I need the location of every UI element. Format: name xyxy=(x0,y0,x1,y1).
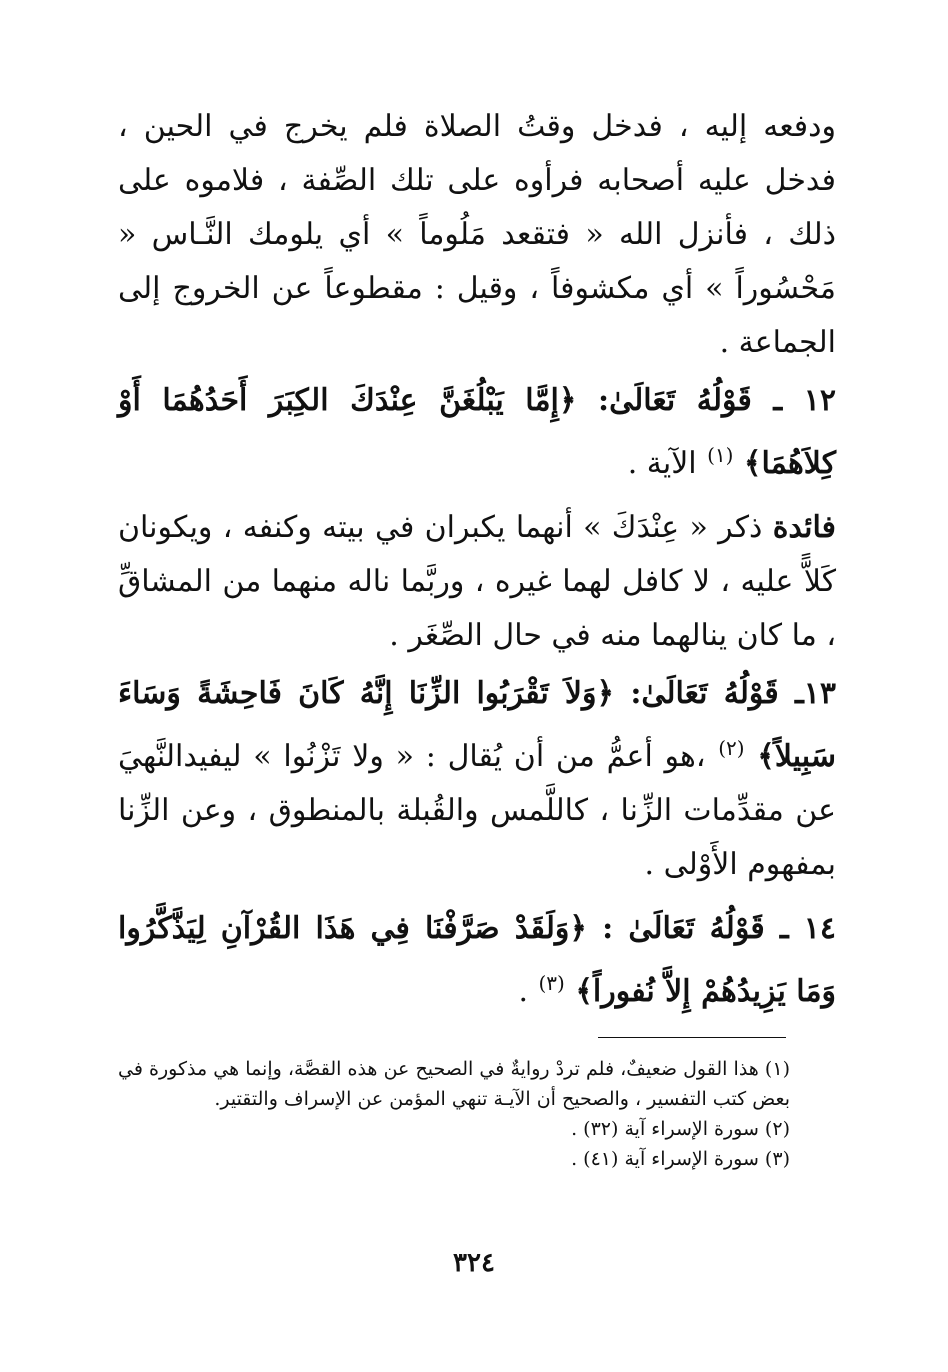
quran-verse-12: ﴿إِمَّا يَبْلُغَنَّ عِنْدَكَ الكِبَرَ أَحَدُهُمَا أَوْ كِلاَهُمَا﴾ xyxy=(118,383,836,481)
footnotes xyxy=(118,1054,790,1174)
footnote-marker-1: (١) xyxy=(707,443,734,467)
footnote-1: (١) هذا القول ضعيفٌ، فلم تردْ روايةٌ في الصحيح عن هذه القصَّة، وإنما هي مذكورة في بعض كتب التفسير ، والصحيح أن الآيـة تنهي المؤمن عن الإسراف والتقتير. xyxy=(118,1058,790,1110)
quran-verse-14: ﴿وَلَقَدْ صَرَّفْنَا فِي هَذَا القُرْآنِ لِيَذَّكَّرُوا وَمَا يَزِيدُهُمْ إِلاَّ نُفوراً﴾ xyxy=(118,911,836,1009)
benefit-text: ذكر « عِنْدَكَ » أنهما يكبران في بيته وكنفه ، ويكونان كَلاًّ عليه ، لا كافل لهما غيره ، وربَّما ناله منهما من المشاقِّ ، ما كان ينالهما منه في حال الصِّغَر . xyxy=(118,510,836,653)
paragraph-verse-12 xyxy=(118,374,836,491)
footnote-3: (٣) سورة الإسراء آية (٤١) . xyxy=(571,1148,790,1170)
verse-13-commentary: ،هو أعمُّ من أن يُقال : « ولا تَزْنُوا » ليفيدالنَّهيَ عن مقدِّمات الزِّنا ، كاللَّمس والقُبلة بالمنطوق ، وعن الزِّنا بمفهوم الأَوْلى . xyxy=(118,739,836,882)
footnote-divider xyxy=(598,1037,786,1038)
main-text xyxy=(118,100,836,1023)
paragraph-story-end: ودفعه إليه ، فدخل وقتُ الصلاة فلم يخرج في الحين ، فدخل عليه أصحابه فرأوه على تلك الصِّفة ، فلاموه على ذلك ، فأنزل الله « فتقعد مَلُوماً » أي يلومك النَّـاس « مَحْسُوراً » أي مكشوفاً ، وقيل : مقطوعاً عن الخروج إلى الجماعة . xyxy=(118,109,836,360)
paragraph-verse-13 xyxy=(118,667,836,892)
page-number: ٣٢٤ xyxy=(453,1248,495,1278)
verse-number-13: ١٣ـ قَوْلُهُ تَعَالَىٰ: xyxy=(630,676,836,711)
verse-12-tail: الآية . xyxy=(627,446,697,481)
footnote-marker-2: (٢) xyxy=(718,736,745,760)
verse-number-12: ١٢ ـ قَوْلُهُ تَعَالَىٰ: xyxy=(598,383,836,418)
footnote-marker-3: (٣) xyxy=(538,971,565,995)
benefit-label: فائدة xyxy=(772,510,836,545)
paragraph-verse-14 xyxy=(118,902,836,1019)
footnote-2: (٢) سورة الإسراء آية (٣٢) . xyxy=(571,1118,790,1140)
verse-number-14: ١٤ ـ قَوْلُهُ تَعَالَىٰ : xyxy=(602,911,837,946)
verse-14-tail: . xyxy=(518,974,529,1009)
quran-verse-13: ﴿وَلاَ تَقْرَبُوا الزِّنَا إِنَّهُ كَانَ فَاحِشَةً وَسَاءَ سَبِيلاً﴾ xyxy=(118,676,836,774)
paragraph-benefit xyxy=(118,501,836,663)
